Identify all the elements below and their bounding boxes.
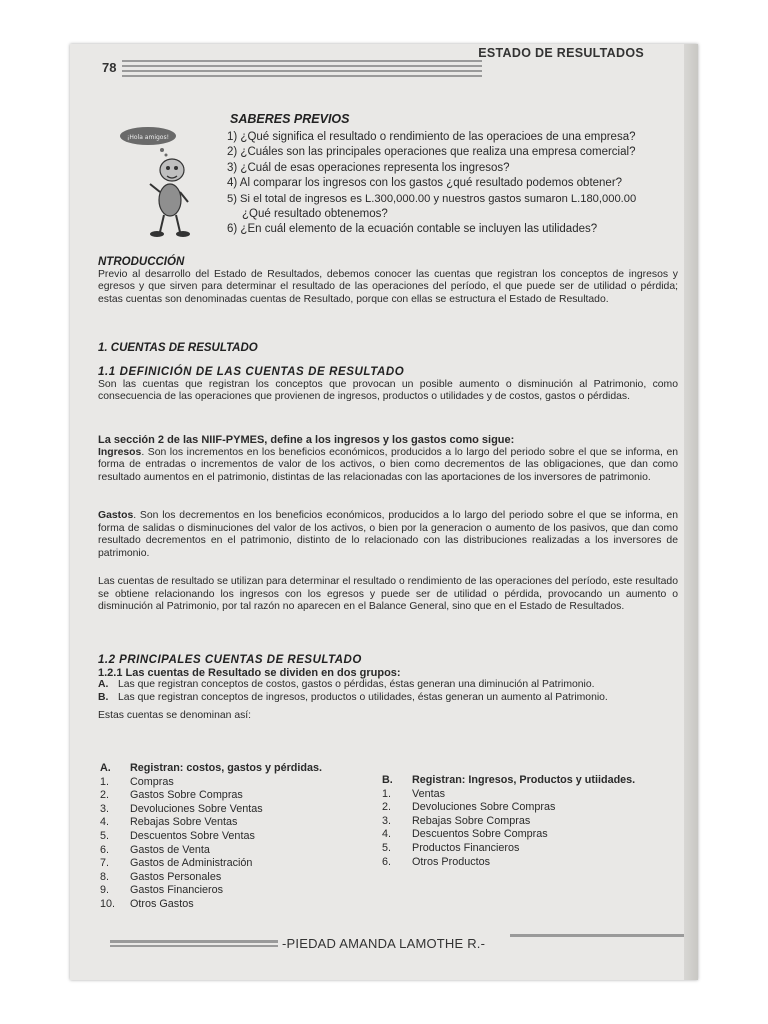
group-a-items [100,776,380,912]
group-a-item-number: 10. [100,897,116,910]
closing-paragraph [98,576,678,614]
group-a-item [100,776,380,790]
group-b-item-number: 5. [382,841,392,854]
question-1: 1) ¿Qué significa el resultado o rendimiento de las operacioes de una empresa? [227,131,636,143]
group-a-item [100,857,380,871]
group-a-item [100,844,380,858]
group-a-item-number: 2. [100,789,110,802]
group-b-item-number: 6. [382,855,392,868]
group-a-heading: A. Registran: costos, gastos y pérdidas. [100,762,322,774]
group-a-description: A. Las que registran conceptos de costos, gastos o pérdidas, éstas generan una diminución al Patrimonio. [98,679,595,691]
group-a-item-number: 1. [100,775,110,788]
group-a-item-label: Compras [130,775,174,788]
group-b-item-number: 1. [382,787,392,800]
group-a-item-label: Otros Gastos [130,897,194,910]
group-a-item [100,816,380,830]
group-a-item-number: 7. [100,857,110,870]
page-edge [684,44,698,980]
speech-bubble-text: ¡Hola amigos! [126,134,170,141]
footer-rule [110,945,278,947]
section-1-2-1-title: 1.2.1 Las cuentas de Resultado se dividen en dos grupos: [98,666,401,679]
group-b-item-label: Devoluciones Sobre Compras [412,801,556,814]
group-a-item-label: Gastos de Venta [130,843,210,856]
group-a-item [100,871,380,885]
group-b-item-label: Otros Productos [412,855,491,868]
ingresos-definition [98,447,678,485]
mascot-illustration [112,122,220,242]
group-a-item-number: 9. [100,884,110,897]
group-a-item-number: 3. [100,802,110,815]
section-1-1-text: Son las cuentas que registran los conceptos que provocan un posible aumento o disminución al Patrimonio, como consecuencia de las operaciones que provienen de ingresos, productos o utilidades y de costos, gastos o pérdidas. [98,378,678,403]
footer-rule [510,934,684,937]
question-2: 2) ¿Cuáles son las principales operaciones que realiza una empresa comercial? [227,146,636,159]
group-b-item [382,842,678,856]
page-number: 78 [102,60,117,75]
gastos-section [98,510,678,560]
group-a-item-label: Descuentos Sobre Ventas [130,829,255,842]
closing-text: Las cuentas de resultado se utilizan para determinar el resultado o rendimiento de las operaciones del período, este resultado se obtiene relacionando los ingresos con los egresos y puede ser de utilidad o pérdida, provocando un aumento o disminución al Patrimonio, por tal razón no aparecen en el Balance General, sino que en el Estado de Resultados. [98,576,678,613]
group-b-heading: B. Registran: Ingresos, Productos y utiidades. [382,774,636,786]
introduction-text: Previo al desarrollo del Estado de Resultados, debemos conocer las cuentas que registran los conceptos de ingresos y egresos y que sirven para determinar el resultado de las operaciones del período, el que puede ser de utilidad o pérdida; estas cuentas son denominadas cuentas de Resultado, porque con ellas se estructura el Estado de Resultado. [98,268,678,305]
group-a-item-label: Gastos Financieros [130,884,224,897]
question-5: 5) Si el total de ingresos es L.300,000.00 y nuestros gastos sumaron L.180,000.00 [227,192,637,205]
section-1-1 [98,366,678,404]
gastos-text: . Son los decrementos en los beneficios económicos, producidos a lo largo del periodo sobre el que se informa, en forma de salidas o disminuciones del valor de los activos, o bien por la generacion o aumento de los pasivos, que dan como resultado decrementos en el patrimonio, distinto de lo relacionado con las distribuciones realizadas a los inversores de patrimonio. [98,510,678,559]
saberes-previos-title: SABERES PREVIOS [230,112,350,126]
section-1 [98,342,678,355]
group-b-item [382,828,678,842]
niif-title: La sección 2 de las NIIF-PYMES, define a los ingresos y los gastos como sigue: [98,434,515,446]
denominan-text: Estas cuentas se denominan así: [98,710,252,722]
group-a-item-number: 4. [100,816,110,829]
gastos-label: Gastos [98,510,134,521]
group-a-item-label: Gastos de Administración [130,857,253,870]
group-a-item [100,898,380,912]
niif-section [98,434,678,484]
question-5-continuation: ¿Qué resultado obtenemos? [242,208,388,221]
group-b-item [382,815,678,829]
introduction-section [98,256,678,306]
group-b-item [382,856,678,870]
group-b-item [382,788,678,802]
group-a-item [100,884,380,898]
group-b-item-label: Productos Financieros [412,841,520,854]
group-a-item [100,803,380,817]
book-page [70,44,698,980]
group-a-item-label: Devoluciones Sobre Ventas [130,802,263,815]
footer-rule [110,940,278,943]
group-a-item-number: 6. [100,843,110,856]
group-b-column [382,774,678,869]
section-1-1-title: 1.1 DEFINICIÓN DE LAS CUENTAS DE RESULTADO [98,366,405,378]
gastos-definition [98,510,678,560]
group-a-item [100,830,380,844]
groups-list [98,679,678,704]
group-b-item-number: 2. [382,801,392,814]
group-a-item-label: Gastos Personales [130,870,222,883]
question-6: 6) ¿En cuál elemento de la ecuación contable se incluyen las utilidades? [227,223,598,236]
group-b-item [382,801,678,815]
saberes-previos-list [227,130,677,238]
author-name: -PIEDAD AMANDA LAMOTHE R.- [282,936,486,951]
group-a-item [100,789,380,803]
group-a-item-number: 8. [100,870,110,883]
section-1-2-title: 1.2 PRINCIPALES CUENTAS DE RESULTADO [98,654,362,666]
ingresos-text: . Son los incrementos en los beneficios económicos, producidos a lo largo del periodo sobre el que se informa, en forma de entradas o incrementos de valor de los activos, o bien como decrementos de las obligaciones, que dan como resultado aumentos en el patrimonio, distintas de las relacionadas con las aportaciones de los inversores de patrimonio. [98,446,678,483]
question-3: 3) ¿Cuál de esas operaciones representa los ingresos? [227,161,510,174]
section-1-2 [98,654,678,723]
group-a-item-number: 5. [100,829,110,842]
ingresos-label: Ingresos [98,446,142,458]
group-b-item-label: Rebajas Sobre Compras [412,814,531,827]
question-4: 4) Al comparar los ingresos con los gastos ¿qué resultado podemos obtener? [227,177,623,190]
group-b-description: B. Las que registran conceptos de ingresos, productos o utilidades, éstas generan un aumento al Patrimonio. [98,691,608,703]
group-a-item-label: Rebajas Sobre Ventas [130,816,238,829]
group-b-item-number: 3. [382,814,392,827]
group-a-item-label: Gastos Sobre Compras [130,789,243,802]
introduction-title: NTRODUCCIÓN [98,256,185,268]
section-1-title: 1. CUENTAS DE RESULTADO [98,342,258,354]
group-a-column [100,762,380,912]
group-b-item-label: Ventas [412,787,446,800]
running-title: ESTADO DE RESULTADOS [478,46,644,60]
header-stripes [122,58,482,80]
group-b-item-number: 4. [382,828,392,841]
group-b-item-label: Descuentos Sobre Compras [412,828,548,841]
group-b-items [382,788,678,870]
